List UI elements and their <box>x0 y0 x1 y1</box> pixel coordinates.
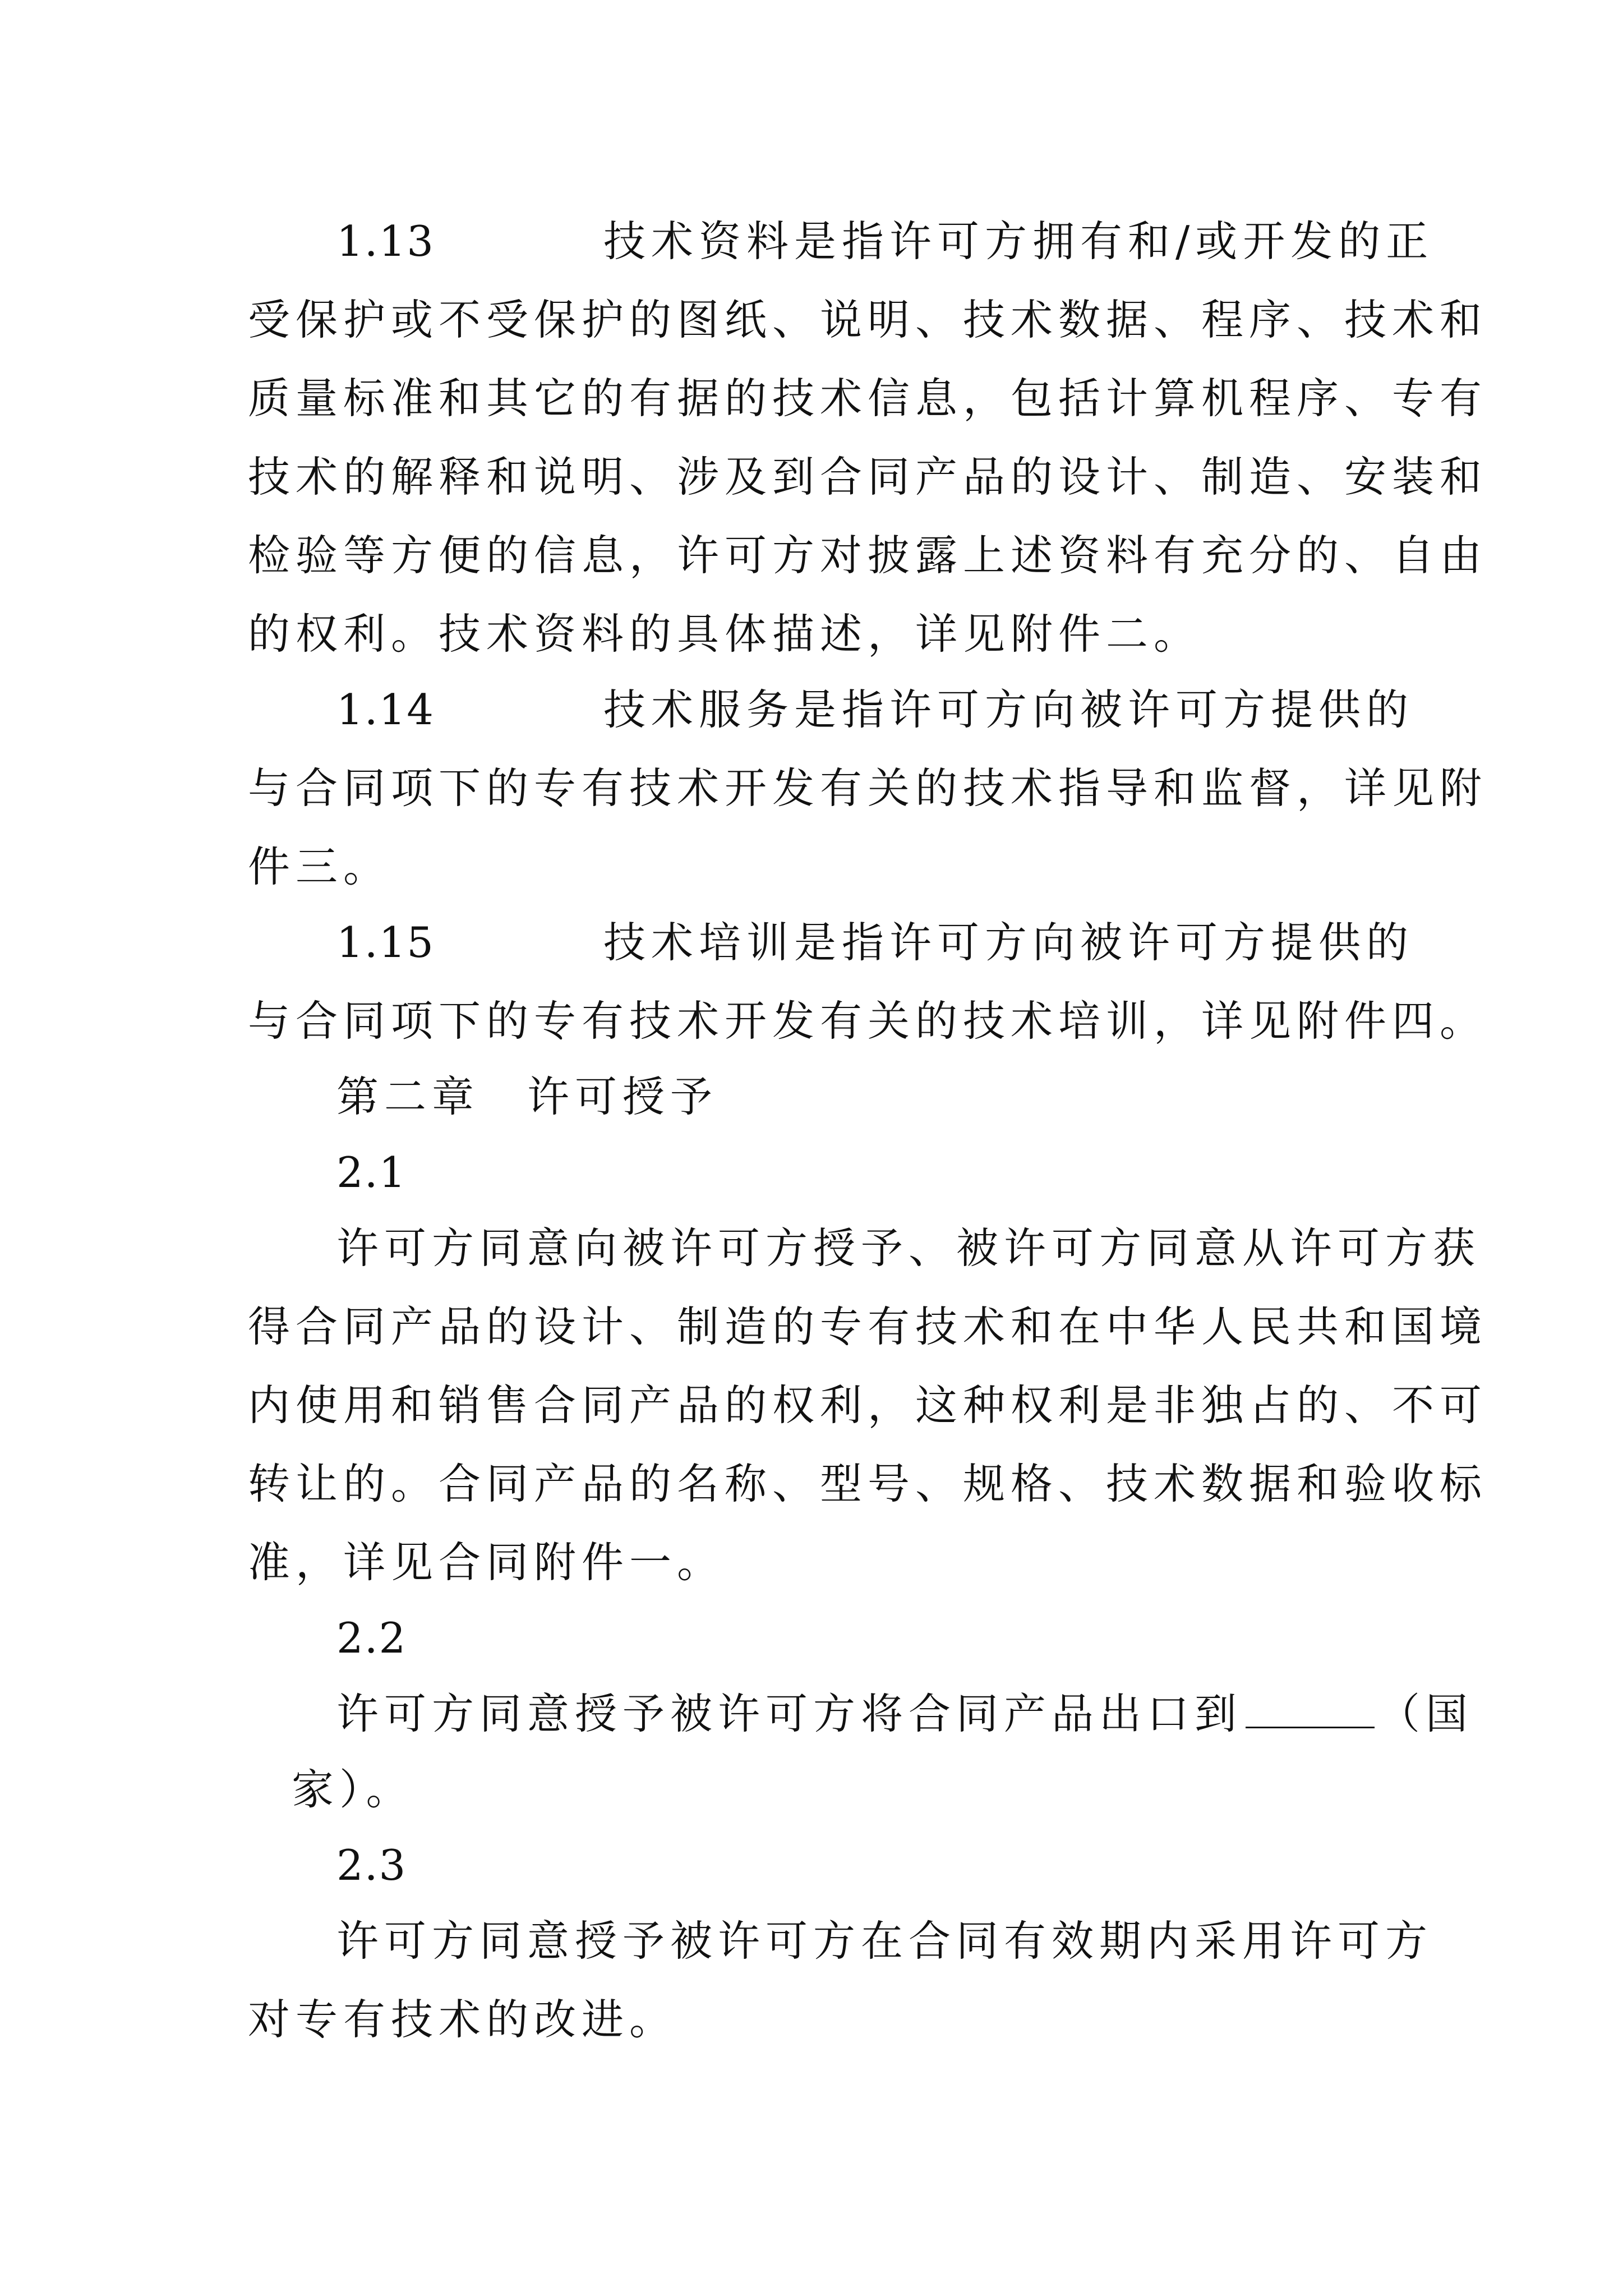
clause-number: 1.15 <box>336 918 435 967</box>
clause-number: 2.1 <box>336 1148 407 1197</box>
clause-2-1-line-3 <box>0 1366 1623 1444</box>
clause-text: 质量标准和其它的有据的技术信息，包括计算机程序、专有 <box>248 374 1488 423</box>
clause-number: 2.2 <box>336 1613 407 1663</box>
clause-text: 内使用和销售合同产品的权利，这种权利是非独占的、不可 <box>248 1381 1488 1430</box>
clause-2-2-line-2 <box>0 1750 1623 1829</box>
clause-2-3-line-2 <box>0 1980 1623 2059</box>
clause-2-2-line-1 <box>0 1674 1623 1753</box>
clause-2-3-number-line <box>0 1826 1623 1904</box>
clause-text-before-blank: 许可方同意授予被许可方将合同产品出口到 <box>336 1689 1243 1738</box>
clause-text: 许可方同意向被许可方授予、被许可方同意从许可方获 <box>336 1223 1481 1273</box>
clause-text-after-blank: （国 <box>1378 1689 1474 1738</box>
clause-1-14-line-2 <box>0 749 1623 827</box>
clause-text: 家）。 <box>292 1765 414 1814</box>
clause-number: 1.14 <box>336 685 435 734</box>
clause-number: 1.13 <box>336 217 435 266</box>
clause-number: 2.3 <box>336 1841 407 1890</box>
clause-2-3-line-1 <box>0 1902 1623 1980</box>
clause-1-13-line-2 <box>0 280 1623 359</box>
clause-1-13-line-1 <box>0 202 1623 280</box>
clause-1-13-line-4 <box>0 438 1623 516</box>
clause-2-1-line-1 <box>0 1209 1623 1287</box>
clause-text: 的权利。技术资料的具体描述，详见附件二。 <box>248 609 1202 659</box>
clause-text: 技术培训是指许可方向被许可方提供的 <box>603 918 1414 967</box>
clause-1-13-line-3 <box>0 359 1623 438</box>
country-blank-field <box>1246 1687 1375 1728</box>
clause-text-line <box>336 1674 1473 1753</box>
clause-1-13-line-5 <box>0 516 1623 595</box>
chapter-title: 第二章 许可授予 <box>336 1072 718 1121</box>
clause-text: 许可方同意授予被许可方在合同有效期内采用许可方 <box>336 1916 1433 1966</box>
clause-1-15-line-1 <box>0 903 1623 982</box>
chapter-heading <box>0 1057 1623 1136</box>
clause-text: 技术的解释和说明、涉及到合同产品的设计、制造、安装和 <box>248 452 1488 501</box>
clause-text: 件三。 <box>248 842 391 891</box>
clause-text: 技术资料是指许可方拥有和/或开发的正 <box>603 217 1434 266</box>
clause-1-14-line-3 <box>0 827 1623 906</box>
clause-text: 对专有技术的改进。 <box>248 1995 677 2044</box>
clause-text: 与合同项下的专有技术开发有关的技术培训，详见附件四。 <box>248 996 1488 1046</box>
clause-text: 转让的。合同产品的名称、型号、规格、技术数据和验收标 <box>248 1459 1488 1508</box>
clause-2-1-line-5 <box>0 1523 1623 1602</box>
clause-2-2-number-line <box>0 1599 1623 1677</box>
clause-text: 受保护或不受保护的图纸、说明、技术数据、程序、技术和 <box>248 295 1488 344</box>
clause-2-1-line-2 <box>0 1287 1623 1366</box>
clause-1-14-line-1 <box>0 670 1623 749</box>
clause-2-1-line-4 <box>0 1444 1623 1523</box>
clause-text: 技术服务是指许可方向被许可方提供的 <box>603 685 1414 734</box>
clause-text: 检验等方便的信息，许可方对披露上述资料有充分的、自由 <box>248 531 1488 580</box>
clause-2-1-number-line <box>0 1133 1623 1212</box>
clause-text: 与合同项下的专有技术开发有关的技术指导和监督，详见附 <box>248 763 1488 813</box>
clause-1-15-line-2 <box>0 982 1623 1060</box>
clause-text: 得合同产品的设计、制造的专有技术和在中华人民共和国境 <box>248 1302 1488 1351</box>
clause-1-13-line-6 <box>0 595 1623 673</box>
clause-text: 准，详见合同附件一。 <box>248 1538 725 1587</box>
